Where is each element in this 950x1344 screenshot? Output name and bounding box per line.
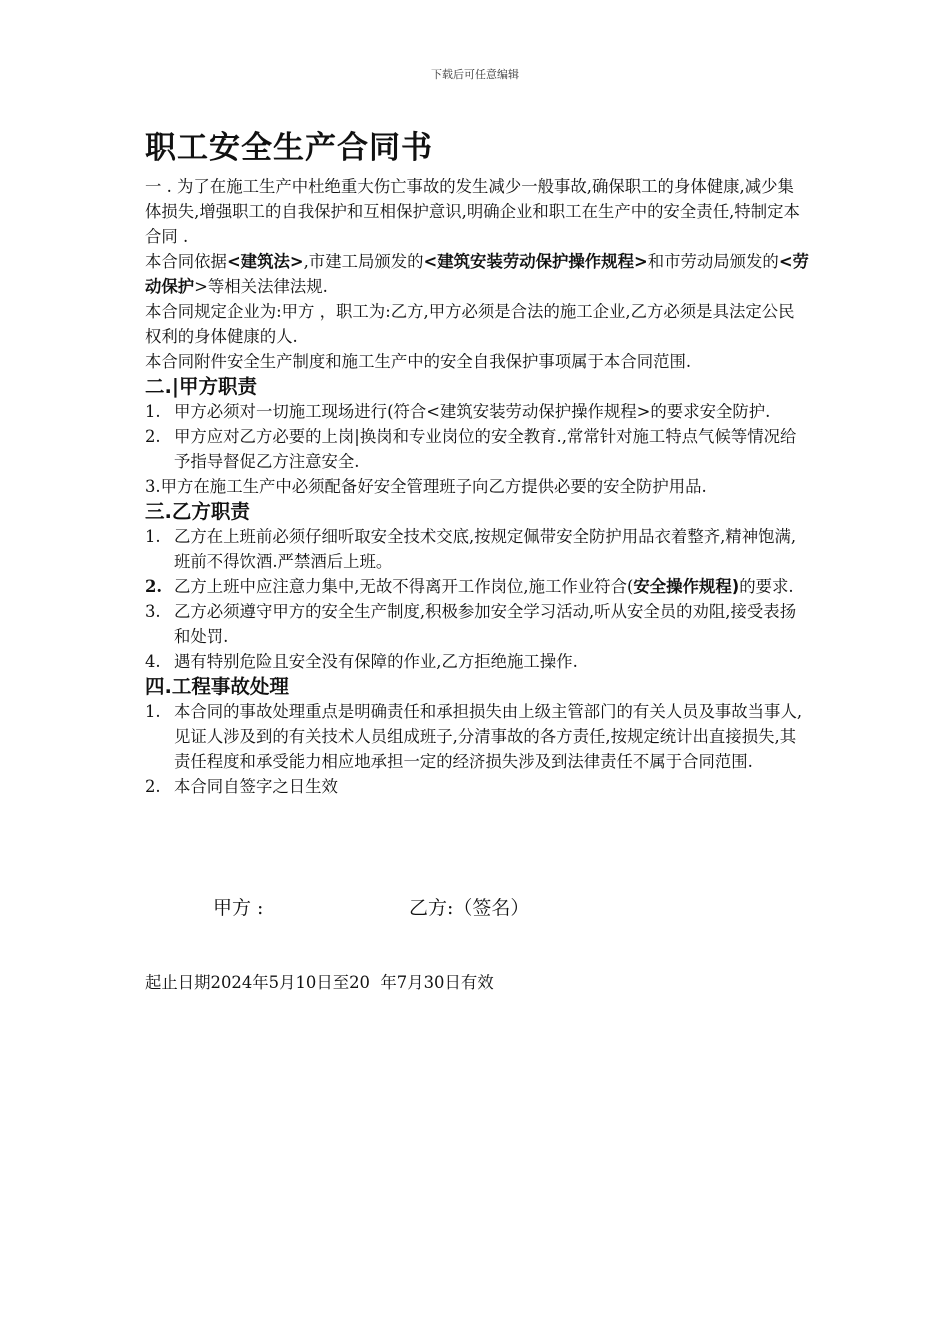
basis-text: 和市劳动局颁发的	[647, 252, 779, 271]
list-item	[145, 774, 810, 799]
header-note: 下载后可任意编辑	[431, 68, 519, 81]
item-text: 甲方必须对一切施工现场进行(符合<建筑安装劳动保护操作规程>的要求安全防护.	[174, 402, 771, 421]
basis-text: ,市建工局颁发的	[303, 252, 424, 271]
list-item	[145, 649, 810, 674]
item-text-part: 乙方上班中应注意力集中,无故不得离开工作岗位,施工作业符合(	[174, 577, 634, 596]
item-number: 2.	[145, 777, 161, 796]
item-number: 3.	[145, 602, 161, 621]
party-b-signature-label: 乙方:（签名）	[409, 897, 530, 919]
item-text: 乙方必须遵守甲方的安全生产制度,积极参加安全学习活动,听从安全员的劝阻,接受表扬和处罚.	[174, 602, 797, 646]
parties-paragraph: 本合同规定企业为:甲方 ，职工为:乙方,甲方必须是合法的施工企业,乙方必须是具法定公民权利的身体健康的人.	[145, 302, 795, 346]
item-number: 2.	[145, 427, 161, 446]
law-reference-labor: <劳动保护	[145, 252, 809, 296]
item-number: 4.	[145, 652, 161, 671]
party-b-duties-list	[145, 524, 810, 674]
item-number: 2.	[145, 577, 163, 596]
item-text: 甲方应对乙方必要的上岗|换岗和专业岗位的安全教育.,常常针对施工特点气候等情况给予指导督促乙方注意安全.	[174, 427, 797, 471]
contract-body	[145, 174, 810, 799]
item-text: 遇有特别危险且安全没有保障的作业,乙方拒绝施工操作.	[174, 652, 578, 671]
item-text-part: 的要求.	[739, 577, 794, 596]
basis-text: >等相关法律法规.	[194, 277, 328, 296]
party-a-signature-label: 甲方 :	[213, 897, 264, 919]
item-text: 乙方在上班前必须仔细听取安全技术交底,按规定佩带安全防护用品衣着整齐,精神饱满,班前不得饮酒.严禁酒后上班。	[174, 527, 797, 571]
item-number: 1.	[145, 402, 161, 421]
item-number: 1.	[145, 527, 161, 546]
accident-handling-list	[145, 699, 810, 799]
item-text: 本合同自签字之日生效	[174, 777, 338, 796]
basis-text: 本合同依据	[145, 252, 227, 271]
scope-paragraph: 本合同附件安全生产制度和施工生产中的安全自我保护事项属于本合同范围.	[145, 352, 692, 371]
regulation-reference: 安全操作规程)	[633, 577, 740, 596]
item-number: 1.	[145, 702, 161, 721]
list-item	[145, 399, 810, 424]
page-title: 职工安全生产合同书	[145, 130, 433, 166]
party-a-duties-list	[145, 399, 810, 474]
intro-paragraph: 一 . 为了在施工生产中杜绝重大伤亡事故的发生减少一般事故,确保职工的身体健康,减少集体损失,增强职工的自我保护和互相保护意识,明确企业和职工在生产中的安全责任,特制定本合同 .	[145, 177, 800, 246]
law-reference-construction: <建筑法>	[226, 252, 304, 271]
basis-paragraph	[145, 249, 810, 299]
list-item	[145, 424, 810, 474]
item-text	[174, 574, 810, 599]
item-text: 本合同的事故处理重点是明确责任和承担损失由上级主管部门的有关人员及事故当事人,见证人涉及到的有关技术人员组成班子,分清事故的各方责任,按规定统计出直接损失,其责任程度和承受能力相应地承担一定的经济损失涉及到法律责任不属于合同范围.	[174, 702, 803, 771]
validity-period: 起止日期2024年5月10日至20 年7月30日有效	[145, 973, 494, 992]
list-item: 3.甲方在施工生产中必须配备好安全管理班子向乙方提供必要的安全防护用品.	[145, 477, 707, 496]
list-item	[145, 524, 810, 574]
section-heading-party-a: 二.|甲方职责	[145, 375, 258, 398]
section-heading-accident: 四.工程事故处理	[145, 675, 289, 698]
list-item	[145, 574, 810, 599]
list-item	[145, 599, 810, 649]
list-item	[145, 699, 810, 774]
law-reference-regulation: <建筑安装劳动保护操作规程>	[423, 252, 648, 271]
section-heading-party-b: 三.乙方职责	[145, 500, 250, 523]
